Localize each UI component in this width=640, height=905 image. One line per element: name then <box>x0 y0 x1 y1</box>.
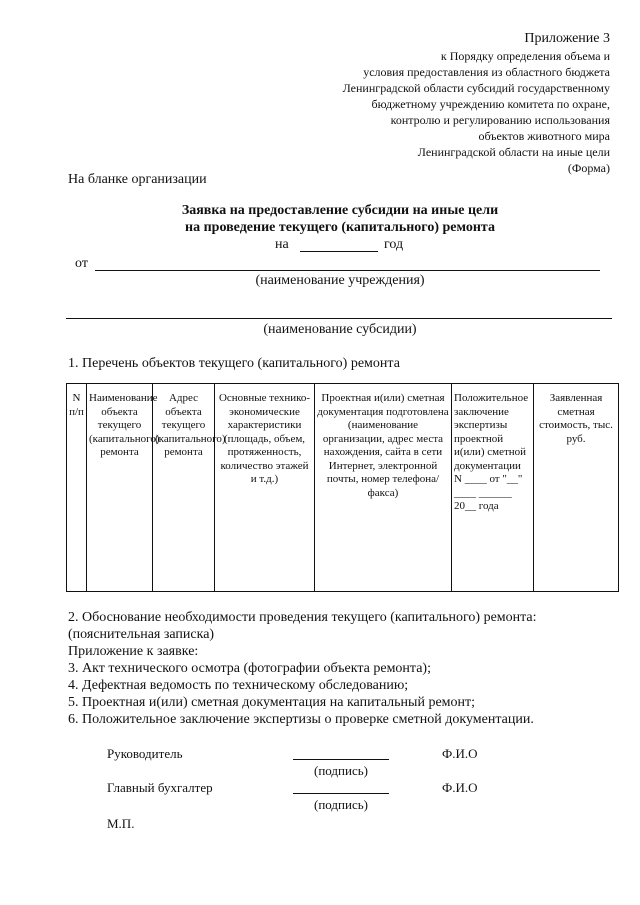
accountant-signature-caption: (подпись) <box>314 797 368 812</box>
col-object-name: Наименование объекта текущего (капитального) ремонта <box>87 384 153 592</box>
head-signature-caption: (подпись) <box>314 763 368 778</box>
year-suffix: год <box>384 237 404 252</box>
from-label: от <box>75 256 88 271</box>
attachment-item: 4. Дефектная ведомость по техническому обследованию; <box>68 678 409 693</box>
document-title: Заявка на предоставление субсидии на иные цели <box>181 203 499 218</box>
section2-line1: 2. Обоснование необходимости проведения текущего (капитального) ремонта: <box>68 610 537 625</box>
subsidy-blank[interactable] <box>66 318 612 319</box>
col-characteristics: Основные технико-экономические характеристики (площадь, объем, протяженность, количество этажей и т.д.) <box>215 384 315 592</box>
attachment-item: 5. Проектная и(или) сметная документация на капитальный ремонт; <box>68 695 476 710</box>
header-line: к Порядку определения объема и <box>440 49 610 63</box>
accountant-fio: Ф.И.О <box>442 780 478 795</box>
col-estimated-cost: Заявленная сметная стоимость, тыс. руб. <box>534 384 619 592</box>
attachment-item: 6. Положительное заключение экспертизы о проверке сметной документации. <box>68 712 534 727</box>
section1-heading: 1. Перечень объектов текущего (капитального) ремонта <box>68 356 400 371</box>
section2-line2: (пояснительная записка) <box>68 627 215 642</box>
appendix-header <box>280 30 610 176</box>
accountant-label: Главный бухгалтер <box>107 780 213 795</box>
appendix-title: Приложение 3 <box>524 31 610 46</box>
accountant-signature-line[interactable] <box>293 793 389 794</box>
objects-table <box>66 383 619 592</box>
institution-caption: (наименование учреждения) <box>255 273 425 288</box>
header-line: Ленинградской области на иные цели <box>417 145 610 159</box>
subsidy-caption: (наименование субсидии) <box>263 322 417 337</box>
head-fio: Ф.И.О <box>442 746 478 761</box>
header-line: объектов животного мира <box>478 129 610 143</box>
attachments-heading: Приложение к заявке: <box>68 644 199 659</box>
year-prefix: на <box>275 237 289 252</box>
head-signature-line[interactable] <box>293 759 389 760</box>
form-note: (Форма) <box>567 161 610 175</box>
header-line: условия предоставления из областного бюджета <box>363 65 610 79</box>
col-number: N п/п <box>67 384 87 592</box>
institution-blank[interactable] <box>95 270 600 271</box>
header-line: бюджетному учреждению комитета по охране, <box>371 97 610 111</box>
head-label: Руководитель <box>107 746 183 761</box>
attachment-item: 3. Акт технического осмотра (фотографии объекта ремонта); <box>68 661 431 676</box>
year-blank[interactable] <box>300 251 378 252</box>
stamp-label: М.П. <box>107 816 135 831</box>
header-line: Ленинградской области субсидий государственному <box>342 81 610 95</box>
col-project-documentation: Проектная и(или) сметная документация подготовлена (наименование организации, адрес места нахождения, сайта в сети Интернет, электронной почты, номер телефона/факса) <box>315 384 452 592</box>
table-header-row <box>67 384 619 592</box>
blank-label: На бланке организации <box>68 172 207 187</box>
document-subtitle: на проведение текущего (капитального) ремонта <box>185 220 495 235</box>
col-expert-conclusion: Положительное заключение экспертизы проектной и(или) сметной документации N ____ от "__" ____ ______ 20__ года <box>452 384 534 592</box>
header-line: контролю и регулированию использования <box>390 113 610 127</box>
col-object-address: Адрес объекта текущего (капитального) ремонта <box>153 384 215 592</box>
